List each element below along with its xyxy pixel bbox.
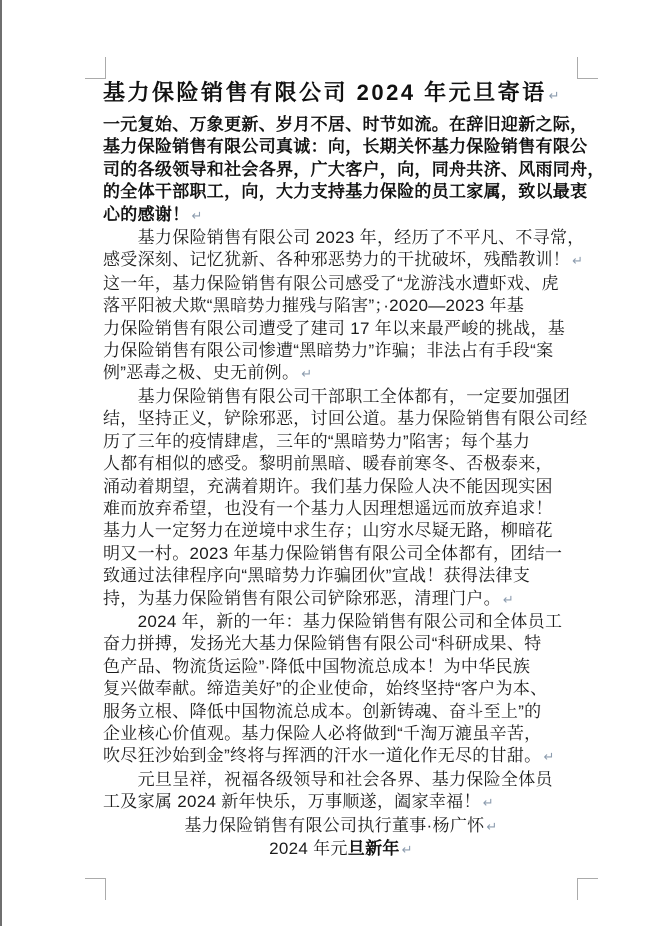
text-line: 历了三年的疫情肆虐，三年的“黑暗势力”陷害；每个基力 <box>103 431 531 451</box>
text-line: 致通过法律程序向“黑暗势力诈骗团伙”宣战！获得法律支 <box>103 566 531 586</box>
crop-mark-bottom-right <box>577 878 598 900</box>
crop-mark-top-left <box>85 57 106 79</box>
pilcrow-icon: ↵ <box>401 842 413 857</box>
text-line: 司的各级领导和社会各界，广大客户，向，同舟共济、风雨同舟， <box>103 159 605 179</box>
text-line: 吹尽狂沙始到金”终将与挥洒的汗水一道化作无尽的甘甜。 ↵ <box>103 746 555 766</box>
text-line: 力保险销售有限公司惨遭“黑暗势力”诈骗；非法占有手段“案 <box>103 341 554 361</box>
paragraph <box>103 273 579 386</box>
text-line: 一元复始、万象更新、岁月不居、时节如流。在辞旧迎新之际， <box>103 115 588 134</box>
signature-text: 基力保险销售有限公司执行董事·杨广怀 <box>184 815 485 835</box>
text-line: 奋力拼搏，发扬光大基力保险销售有限公司“科研成果、特 <box>103 634 542 654</box>
text-line: 工及家属 2024 新年快乐，万事顺遂，阖家幸福！ ↵ <box>103 792 494 812</box>
pilcrow-icon: ↵ <box>486 818 498 834</box>
text-line: 持，为基力保险销售有限公司铲除邪恶，清理门户。 ↵ <box>103 588 515 608</box>
text-line: 明又一村。2023 年基力保险销售有限公司全体都有，团结一 <box>103 543 563 563</box>
page-edge-line <box>0 0 2 926</box>
pilcrow-icon: ↵ <box>191 207 203 223</box>
date-line <box>103 838 579 861</box>
text-line: 这一年，基力保险销售有限公司感受了“龙游浅水遭虾戏、虎 <box>103 273 559 293</box>
paragraph <box>103 769 579 815</box>
date-text-bold: 旦新年 <box>347 839 400 858</box>
paragraph <box>103 227 585 273</box>
text-line: 落平阳被犬欺“黑暗势力摧残与陷害”；·2020—2023 年基 <box>103 296 525 316</box>
date-text: 2024 年元 <box>269 839 348 858</box>
pilcrow-icon: ↵ <box>543 749 555 765</box>
text-body <box>103 80 605 861</box>
document-title <box>103 80 579 109</box>
text-line: 感受深刻、记忆犹新、各种邪恶势力的干扰破坏，残酷教训！ ↵ <box>103 250 584 270</box>
text-line: 企业核心价值观。基力保险人必将做到“千淘万漉虽辛苦， <box>103 723 542 743</box>
crop-mark-bottom-left <box>85 878 106 900</box>
text-line: 色产品、物流货运险”·降低中国物流总成本！为中华民族 <box>103 656 531 676</box>
text-line: 服务立根、降低中国物流总成本。创新铸魂、奋斗至上”的 <box>103 701 542 721</box>
text-line: 难而放弃希望，也没有一个基力人因理想遥远而放弃追求！ <box>103 498 553 518</box>
crop-mark-top-right <box>577 57 598 79</box>
text-line: 基力人一定努力在逆境中求生存；山穷水尽疑无路，柳暗花 <box>103 521 553 541</box>
pilcrow-icon: ↵ <box>502 591 515 607</box>
pilcrow-icon: ↵ <box>572 253 584 269</box>
paragraphs-container <box>103 114 605 815</box>
paragraph <box>103 114 605 227</box>
text-line: 元旦呈祥，祝福各级领导和社会各界、基力保险全体员 <box>103 769 553 789</box>
text-line: 结，坚持正义，铲除邪恶，讨回公道。基力保险销售有限公司经 <box>103 409 588 429</box>
text-line: 涌动着期望，充满着期许。我们基力保险人决不能因现实困 <box>103 476 553 496</box>
text-line: 力保险销售有限公司遭受了建司 17 年以来最严峻的挑战，基 <box>103 318 566 338</box>
text-line: 2024 年，新的一年：基力保险销售有限公司和全体员工 <box>103 611 563 631</box>
text-line: 基力保险销售有限公司干部职工全体都有，一定要加强团 <box>103 386 571 406</box>
text-line: 例”恶毒之极、史无前例。 ↵ <box>103 363 313 383</box>
text-line: 复兴做奉献。缔造美好”的企业使命，始终坚持“客户为本、 <box>103 679 548 699</box>
pilcrow-icon: ↵ <box>548 88 563 103</box>
paragraph <box>103 611 579 769</box>
text-line: 心的感谢！ ↵ <box>103 204 203 224</box>
text-line: 基力保险销售有限公司 2023 年，经历了不平凡、不寻常， <box>103 228 585 248</box>
document-title-text: 基力保险销售有限公司 2024 年元旦寄语 <box>103 80 547 105</box>
text-line: 的全体干部职工，向，大力支持基力保险的员工家属，致以最衷 <box>103 182 588 202</box>
pilcrow-icon: ↵ <box>482 795 494 811</box>
text-line: 基力保险销售有限公司真诚：向，长期关怀基力保险销售有限公 <box>103 137 588 157</box>
paragraph <box>103 386 588 611</box>
signature-line <box>103 815 579 838</box>
text-line: 人都有相似的感受。黎明前黑暗、暖春前寒冬、否极泰来， <box>103 454 553 474</box>
pilcrow-icon: ↵ <box>301 366 313 382</box>
